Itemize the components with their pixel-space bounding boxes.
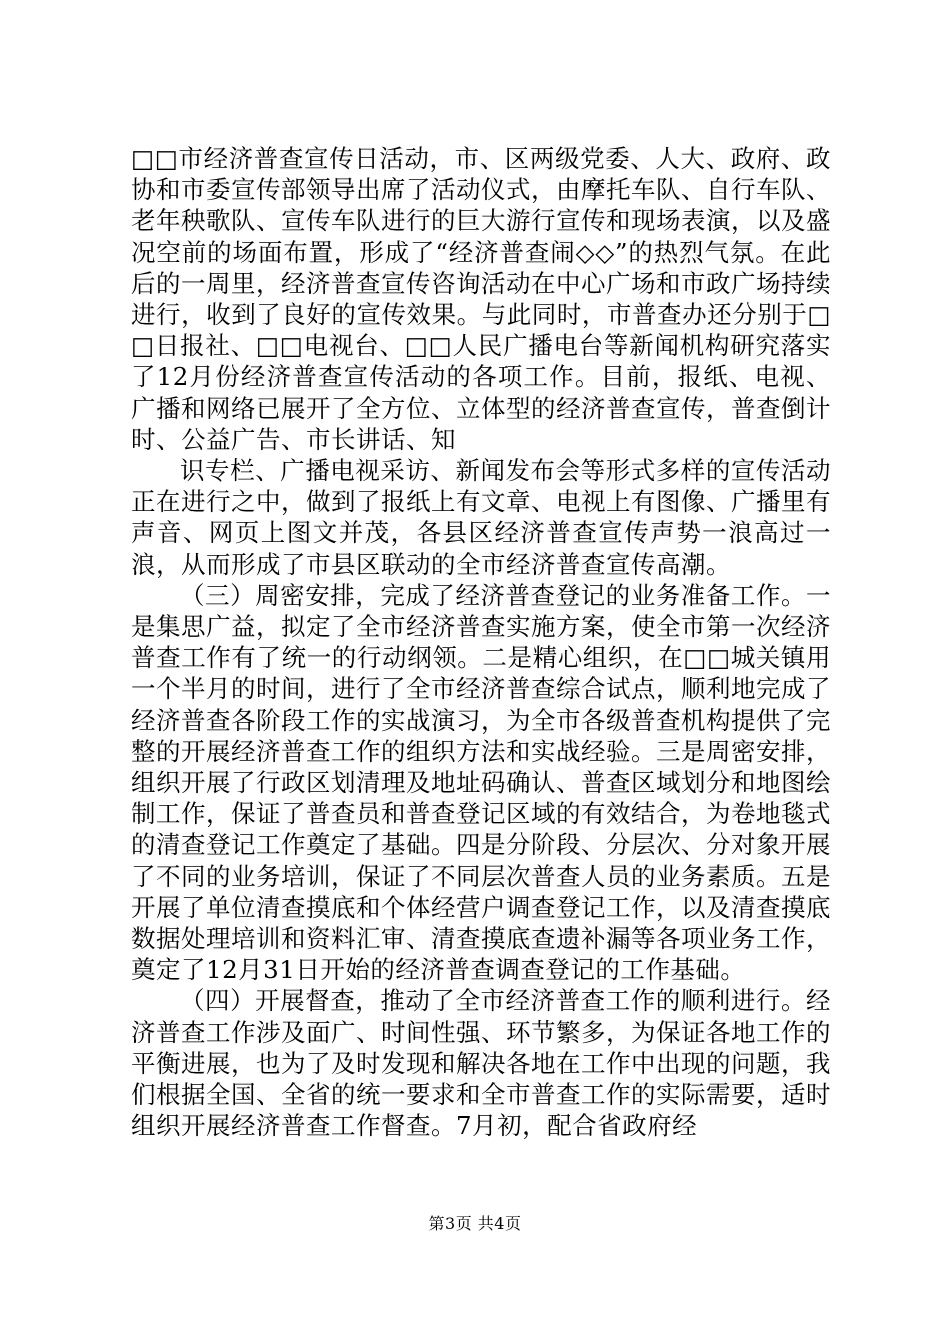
- paragraph-1: □□市经济普查宣传日活动，市、区两级党委、人大、政府、政协和市委宣传部领导出席了活动仪式，由摩托车队、自行车队、老年秧歌队、宣传车队进行的巨大游行宣传和现场表演，以及盛况空前的场面布置，形成了“经济普查闹◇◇”的热烈气氛。在此后的一周里，经济普查宣传咨询活动在中心广场和市政广场持续进行，收到了良好的宣传效果。与此同时，市普查办还分别于□□日报社、□□电视台、□□人民广播电台等新闻机构研究落实了12月份经济普查宣传活动的各项工作。目前，报纸、电视、广播和网络已展开了全方位、立体型的经济普查宣传，普查倒计时、公益广告、市长讲话、知: [131, 144, 831, 454]
- paragraph-4: （四）开展督查，推动了全市经济普查工作的顺利进行。经济普查工作涉及面广、时间性强、环节繁多，为保证各地工作的平衡进展，也为了及时发现和解决各地在工作中出现的问题，我们根据全国、全省的统一要求和全市普查工作的实际需要，适时组织开展经济普查工作督查。7月初，配合省政府经: [131, 986, 831, 1141]
- paragraph-3: （三）周密安排，完成了经济普查登记的业务准备工作。一是集思广益，拟定了全市经济普查实施方案，使全市第一次经济普查工作有了统一的行动纲领。二是精心组织，在□□城关镇用一个半月的时间，进行了全市经济普查综合试点，顺利地完成了经济普查各阶段工作的实战演习，为全市各级普查机构提供了完整的开展经济普查工作的组织方法和实战经验。三是周密安排，组织开展了行政区划清理及地址码确认、普查区域划分和地图绘制工作，保证了普查员和普查登记区域的有效结合，为卷地毯式的清查登记工作奠定了基础。四是分阶段、分层次、分对象开展了不同的业务培训，保证了不同层次普查人员的业务素质。五是开展了单位清查摸底和个体经营户调查登记工作，以及清查摸底数据处理培训和资料汇审、清查摸底查遗补漏等各项业务工作，奠定了12月31日开始的经济普查调查登记的工作基础。: [131, 580, 831, 985]
- page-number-footer: 第3页 共4页: [428, 1214, 522, 1233]
- document-body: [131, 143, 831, 1142]
- paragraph-2: 识专栏、广播电视采访、新闻发布会等形式多样的宣传活动正在进行之中，做到了报纸上有文章、电视上有图像、广播里有声音、网页上图文并茂，各县区经济普查宣传声势一浪高过一浪，从而形成了市县区联动的全市经济普查宣传高潮。: [131, 456, 831, 579]
